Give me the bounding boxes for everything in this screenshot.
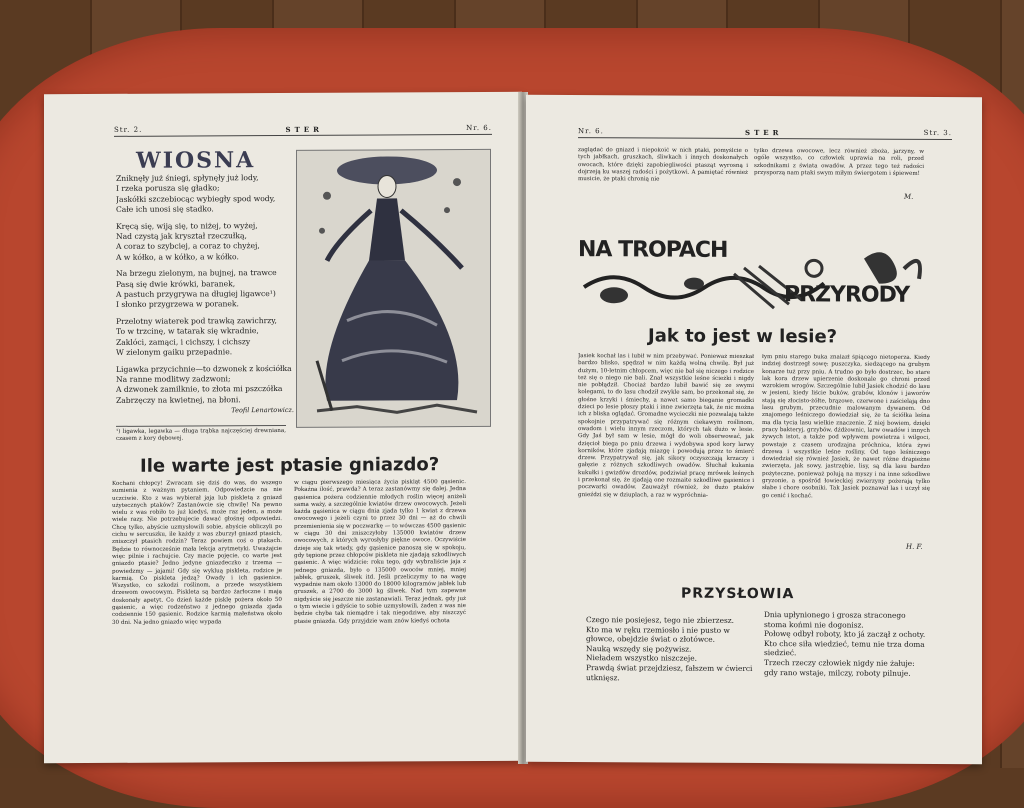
proverb: Czego nie posiejesz, tego nie zbierzesz. xyxy=(586,615,734,625)
banner-title-2: PRZYRODY xyxy=(784,282,910,308)
proverb: Nieładem wszystko niszczeje. xyxy=(586,653,697,664)
poem-line: Przelotny wiaterek pod trawką zawichrzy, xyxy=(116,315,277,326)
left-page xyxy=(44,92,522,764)
poem-stanza-3 xyxy=(116,268,294,311)
poem-line: A pastuch przygrywa na długiej ligawce¹) xyxy=(116,289,276,299)
right-page-number: Str. 3. xyxy=(923,128,952,138)
left-page-number: Str. 2. xyxy=(114,125,143,134)
poem-body xyxy=(116,173,294,416)
poem-line: Na brzegu zielonym, na bujnej, na trawce xyxy=(116,268,277,279)
proverb: Trzech rzeczy człowiek nigdy nie żałuje: gdy rano wstaje, milczy, roboty pilnuje. xyxy=(764,658,915,678)
proverb: Prawdą świat przejdziesz, fałszem w ćwierci utknięsz. xyxy=(586,663,753,682)
poem-line: Całe ich unosi się stadko. xyxy=(116,204,214,215)
proverb: Połowę odbył roboty, kto já zaczął z ochoty. xyxy=(764,629,926,640)
bird-nest-article-column-2: w ciągu pierwszego miesiąca życia piskląt 4500 gąsienic. Pokaźna ilość, prawda? A teraz zastanówmy się dalej. Jedna gąsienica pożera codziennie młodych roślin więcej aniżeli sama waży, a szczególnie kwiatów drzew owocowych. Jeżeli każda gąsienica w ciągu dnia zjada tylko 1 kwiat z drzewa owocowego i jeżeli czyni to przez 30 dni — aż do chwili przemienienia się w poczwarkę — to wówczas 4500 gąsienic w ciągu 30 dni zniszczyłoby 135000 kwiatów drzew owocowych, z których wyrosłyby piękne owoce. Oczywiście dzieje się tak wtedy, gdy gąsienice panoszą się w spokoju, gdy tępione przez chłopców piskleta nie zjadają szkodliwych gąsienic. A więc widzicie: roku tego, gdy wybraliście jaja z jednego gniazda, było o 135000 owoców mniej, mniej jabłek, gruszek, śliwek itd. Jeśli przeliczymy to na wagę wypadnie nam około 13000 do 18000 kilogramów jabłek lub gruszek, a 2700 do 3000 kg śliwek. Nad tym zapewne nigdyście się jeszcze nie zastanawiali. Teraz jednak, gdy już o tym wiecie i gdyście to sobie uzmysłowili, żaden z was nie będzie chyba tak niemądre i tak niegodziwe, aby niszczyć ptasie gniazda. Gdy przyjdzie wam znów kiedyś ochota xyxy=(294,479,466,625)
spring-maiden-drawing xyxy=(297,150,490,427)
continuation-column-2: tylko drzewa owocowe, lecz również zboża, jarzyny, w ogóle wszystko, co człowiek uprawia na roli, przed szkodnikami z świata owadów. A przez tego też radości przysporzą nam ptaki swym miłym świergotem i śpiewem! xyxy=(754,148,924,177)
footnote: ¹) ligawka, legawka — długa trąbka najczęściej drewniana, czasem z kory dębowej. xyxy=(116,425,286,443)
poem-line: To w trzcinę, w tatarak się wkradnie, xyxy=(116,326,259,337)
proverb: Nauką wszędy się pożywisz. xyxy=(586,643,692,654)
poem-stanza-1 xyxy=(116,173,294,216)
poem-line: Jaskółki szczebiocąc wybiegły spod wody, xyxy=(116,193,276,204)
proverbs-title: PRZYSŁOWIA xyxy=(681,585,795,603)
nature-banner xyxy=(574,237,934,321)
right-issue-number: Nr. 6. xyxy=(578,127,604,136)
nature-ornament-icon xyxy=(574,237,934,321)
continuation-column-1: zaglądać do gniazd i niepokoić w nich ptaki, pomyślcie o tych jabłkach, gruszkach, śliwkach i innych doskonałych owocach, które dzięki zapobiegliwości ptasząt wyrosną i dojrzeją ku waszej radości i pożytkowi. A pamiętać również musicie, że ptaki chronią nie xyxy=(578,147,748,183)
bird-nest-article-title: Ile warte jest ptasie gniazdo? xyxy=(140,454,440,477)
poem-stanza-5 xyxy=(116,363,294,406)
proverbs-column-1 xyxy=(586,615,758,726)
spring-maiden-illustration xyxy=(296,149,491,428)
left-issue-number: Nr. 6. xyxy=(466,123,492,133)
forest-article-column-2: łym pniu starego buka znalazł śpiącego nietoperza. Kiedy indziej dostrzegł sowę: puszczyka, siedzącego na grubym konarze tuż przy pniu. A trudno go było dostrzec, bo stare lak kora drzew upierzenie doskonale go chroni przed wzrokiem wrogów. Szczególnie lubił Jasiek chodzić do lasu w jesieni, kiedy liście buków, grabów, klonów i jaworów stają się złocisto-żółte, brązowe, czerwone i zaścielają dno lasu grubym, przecudnie malowanym dywanem. Od znajomego leśniczego dowiedział się, że ta ściółka leśna ma dla tycia lasu wielkie znaczenie. Z niej bowiem, dzięki pracy bakteryj, grzybów, dżdżownic, larw owadów i innych żywych istot, a także pod wpływem powietrza i wilgoci, powstaje z czasem urodzajna próchnica, która żywi drzewa i wszystkie leśne rośliny. Od tego leśniczego dowiedział się również Jasiek, że nawet różne drapieżne zwierzęta, jak sowy, jastrzębie, lisy, są dla lasu bardzo pożyteczne, ponieważ polują na myszy i na inne szkodliwe gryzonie, a spośród łowieckiej zwierzyny pożerają tylko słabe i chore osobniki. Tak Jasiek poznawał las i uczył się go cenić i kochać. xyxy=(762,354,930,499)
right-page xyxy=(526,95,982,764)
poem-line: Zabrzęczy na kwietnej, na błoni. xyxy=(116,394,241,405)
proverbs-column-2 xyxy=(764,610,928,721)
poem-line: Pasą się dwie krówki, baranek, xyxy=(116,278,236,289)
poem-line: Ligawka przycichnie—to dzwonek z kościółka xyxy=(116,363,292,374)
poem-author: Teofil Lenartowicz. xyxy=(231,406,294,415)
proverb: Dnia upłynionego i grosza straconego stoma końmi nie dogonisz. xyxy=(764,610,906,630)
poem-line: Kręcą się, wiją się, to niżej, to wyżej, xyxy=(116,220,258,231)
poem-line: A coraz to szybciej, a coraz to chyżej, xyxy=(116,241,260,252)
forest-article-signature: H. F. xyxy=(906,542,923,551)
poem-line: Zaklóci, zamąci, i cichszy, i cichszy xyxy=(116,336,251,347)
poem-line: W zielonym gaiku przepadnie. xyxy=(116,347,233,357)
poem-line: Zniknęły już śniegi, spłynęły już lody, xyxy=(116,173,259,183)
right-page-header xyxy=(578,125,952,140)
forest-article-title: Jak to jest w lesie? xyxy=(648,325,838,348)
proverb: Kto ma w ręku rzemiosło i nie pusto w głowce, obejdzie świat o złotówce. xyxy=(586,624,730,644)
poem-line: A w kółko, a w kółko, a w kółko. xyxy=(116,252,239,262)
poem-line: I słonko przygrzewa w poranek. xyxy=(116,299,239,310)
banner-title-1: NA TROPACH xyxy=(578,237,728,263)
left-magazine-name: STER xyxy=(285,124,323,134)
poem-title: WIOSNA xyxy=(136,147,256,174)
continuation-signature: M. xyxy=(904,192,914,201)
right-magazine-name: STER xyxy=(745,127,783,137)
forest-article-column-1: Jasiek kochał las i lubił w nim przebywać. Ponieważ mieszkał bardzo blisko, spędzał w nim każdą wolną chwilę. Był już dużym, 10-letnim chłopcem, więc nie bał się niczego i rodzice też się o niego nie bali. Znał wszystkie leśne ścieżki i nigdy nie pobłądził. Chociaż bardzo lubił bawić się ze swymi kolegami, to do lasu chodził zwykle sam, bo przekonał się, że głośne krzyki i śmiechy, a nawet samo bieganie gromadki dzieci po lesie płoszy ptaki i inne zwierzęta tak, że nic można ich z bliska oglądać. Gromadne wycieczki nie pozwalają także spokojnie przypatrywać się różnym ciekawym roślinom, owadom i wielu innym rzeczom, których tak dużo w lesie. Gdy Jaś był sam w lesie, mógł do woli obserwować, jak dzięcioł biega po pniu drzewa i wydobywa spod kory larwy korników, które zjadają miazgę i powodują przez to śmierć drzew. Przypatrywał się, jak sikory oczyszczają krzaczy i gałęzie z różnych szkodliwych owadów. Słuchał kukania kukułki i gwizdów drozdów, podziwiał pracę mrówek leśnych i przekonał się, że zjadają one rozmaite szkodliwe gąsienice i poczwarki owadów. Zauważył również, że dużo ptaków gnieździ się w dziuplach, a raz w wypróchnia- xyxy=(578,353,754,499)
left-page-header xyxy=(114,122,492,137)
poem-line: I rzeka porusza się gładko; xyxy=(116,183,220,194)
bird-nest-article-column-1: Kochani chłopcy! Zwracam się dziś do was, do wszego sumienia z ważnym pytaniem. Odpowiedzcie na nie uczciwie. Kto z was wybierał jaja lub piskletą z gniazd użytecznych ptaków? Zastanówcie się chwilę! Na pewno wielu z was robiło to już kiedyś, może raz jeden, a może wiele razy. Nie potrzebujecie dawać głośnej odpowiedzi. Chcę tylko, abyście uzmysłowili sobie, abyście obliczyli po cichu w sercuszku, ile każdy z was zburzył gniazd ptasich, zniszczył ptasich rodzin? Teraz powiem coś o ptakach. Będzie to równocześnie mała lekcja arytmetyki. Uważajcie więc pilnie i rachujcie. Czy macie pojęcie, co warte jest gniazdo ptasie? Jedno jedyne gniazdeczko z trzema — powiedzmy — jajami! Gdy się wykluą piskleta, rodzice je karmią. Co piskleta jedzą? Owady i ich gąsienice. Wszystko, co szkodzi roślinom, a przede wszystkiem drzewom owocowym. Piskleta są bardzo żarłoczne i mają doskonały apetyt. Co dzień każde pisklę pożera około 50 gąsienic, a więc rodzeństwo z jednego gniazda zjada codziennie 150 gąsienic. Rodzice karmią małeństwa około 30 dni. Na jedno gniazdo więc wypada xyxy=(112,480,282,626)
poem-stanza-2 xyxy=(116,221,294,264)
poem-stanza-4 xyxy=(116,316,294,359)
poem-line: Na ranne modlitwy zadzwoni; xyxy=(116,374,231,384)
poem-line: Nad czystą jak kryształ rzeczułką, xyxy=(116,231,247,241)
proverb: Kto chce siła wiedzieć, temu nie trza doma siedzieć. xyxy=(764,638,925,658)
poem-line: A dzwonek zamilknie, to złota mi pszczółka xyxy=(116,384,283,395)
